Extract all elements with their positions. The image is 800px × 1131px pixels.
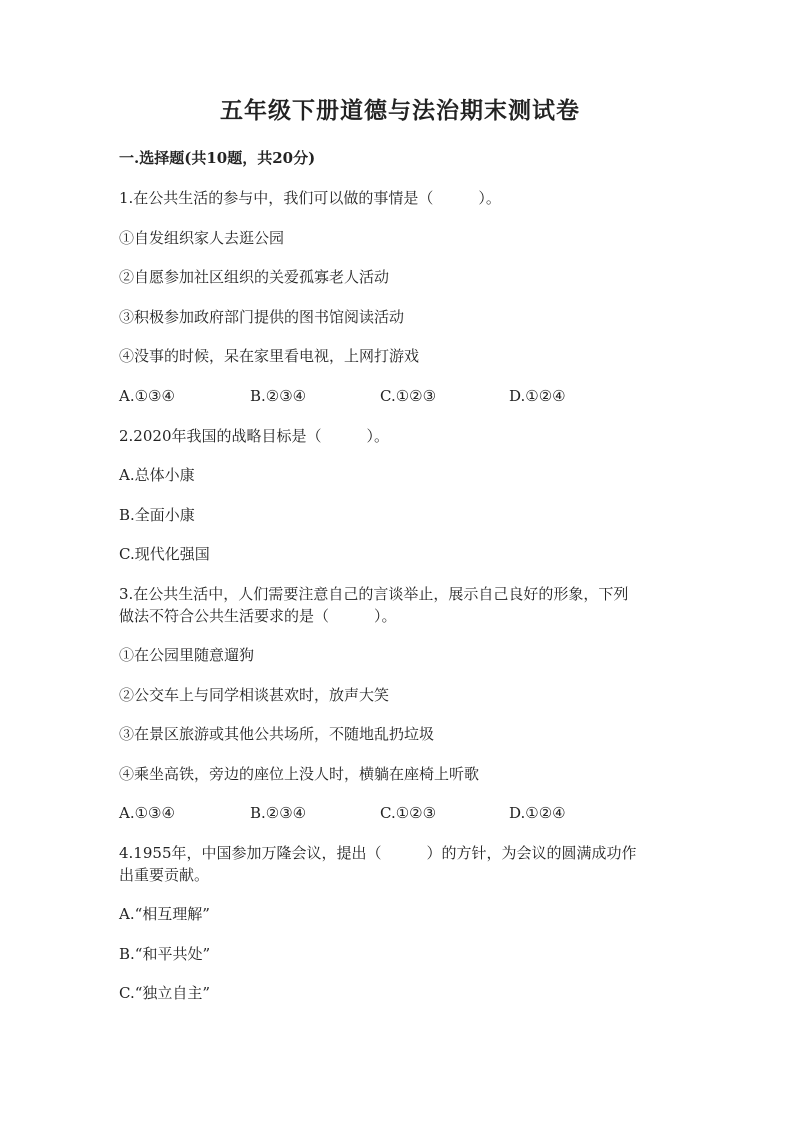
question-3-options	[119, 801, 679, 825]
question-3-stem-line-2: 做法不符合公共生活要求的是（ ）。	[119, 607, 397, 625]
question-4-option-a: A.“相互理解”	[119, 905, 210, 923]
question-4-stem-line-1: 4.1955年，中国参加万隆会议，提出（ ）的方针，为会议的圆满成功作	[119, 844, 637, 862]
question-3-option-b: B.②③④	[250, 804, 307, 822]
section-heading: 一.选择题(共10题，共20分)	[119, 149, 316, 167]
question-2-option-c: C.现代化强国	[119, 545, 210, 563]
question-1-item-1: ①自发组织家人去逛公园	[119, 229, 285, 247]
question-1-stem: 1.在公共生活的参与中，我们可以做的事情是（ ）。	[119, 189, 501, 207]
question-3-item-1: ①在公园里随意遛狗	[119, 646, 255, 664]
question-1-option-b: B.②③④	[250, 387, 307, 405]
question-1-option-d: D.①②④	[509, 387, 566, 405]
question-4-option-c: C.“独立自主”	[119, 984, 211, 1002]
question-3-item-3: ③在景区旅游或其他公共场所，不随地乱扔垃圾	[119, 725, 435, 743]
question-2-option-a: A.总体小康	[119, 466, 195, 484]
question-3-option-d: D.①②④	[509, 804, 566, 822]
question-1-options	[119, 384, 679, 408]
page-title: 五年级下册道德与法治期末测试卷	[220, 97, 580, 124]
question-3-stem-line-1: 3.在公共生活中，人们需要注意自己的言谈举止，展示自己良好的形象，下列	[119, 585, 629, 603]
question-1-option-a: A.①③④	[119, 387, 175, 405]
question-1-item-2: ②自愿参加社区组织的关爱孤寡老人活动	[119, 268, 390, 286]
question-3-item-4: ④乘坐高铁，旁边的座位上没人时，横躺在座椅上听歌	[119, 765, 480, 783]
question-1-option-c: C.①②③	[380, 387, 437, 405]
question-4-option-b: B.“和平共处”	[119, 945, 211, 963]
question-3-option-a: A.①③④	[119, 804, 175, 822]
question-4-stem-line-2: 出重要贡献。	[119, 866, 210, 884]
question-1-item-3: ③积极参加政府部门提供的图书馆阅读活动	[119, 308, 405, 326]
question-3-option-c: C.①②③	[380, 804, 437, 822]
question-2-option-b: B.全面小康	[119, 506, 195, 524]
question-1-item-4: ④没事的时候，呆在家里看电视，上网打游戏	[119, 347, 420, 365]
question-2-stem: 2.2020年我国的战略目标是（ ）。	[119, 427, 389, 445]
question-3-item-2: ②公交车上与同学相谈甚欢时，放声大笑	[119, 686, 390, 704]
